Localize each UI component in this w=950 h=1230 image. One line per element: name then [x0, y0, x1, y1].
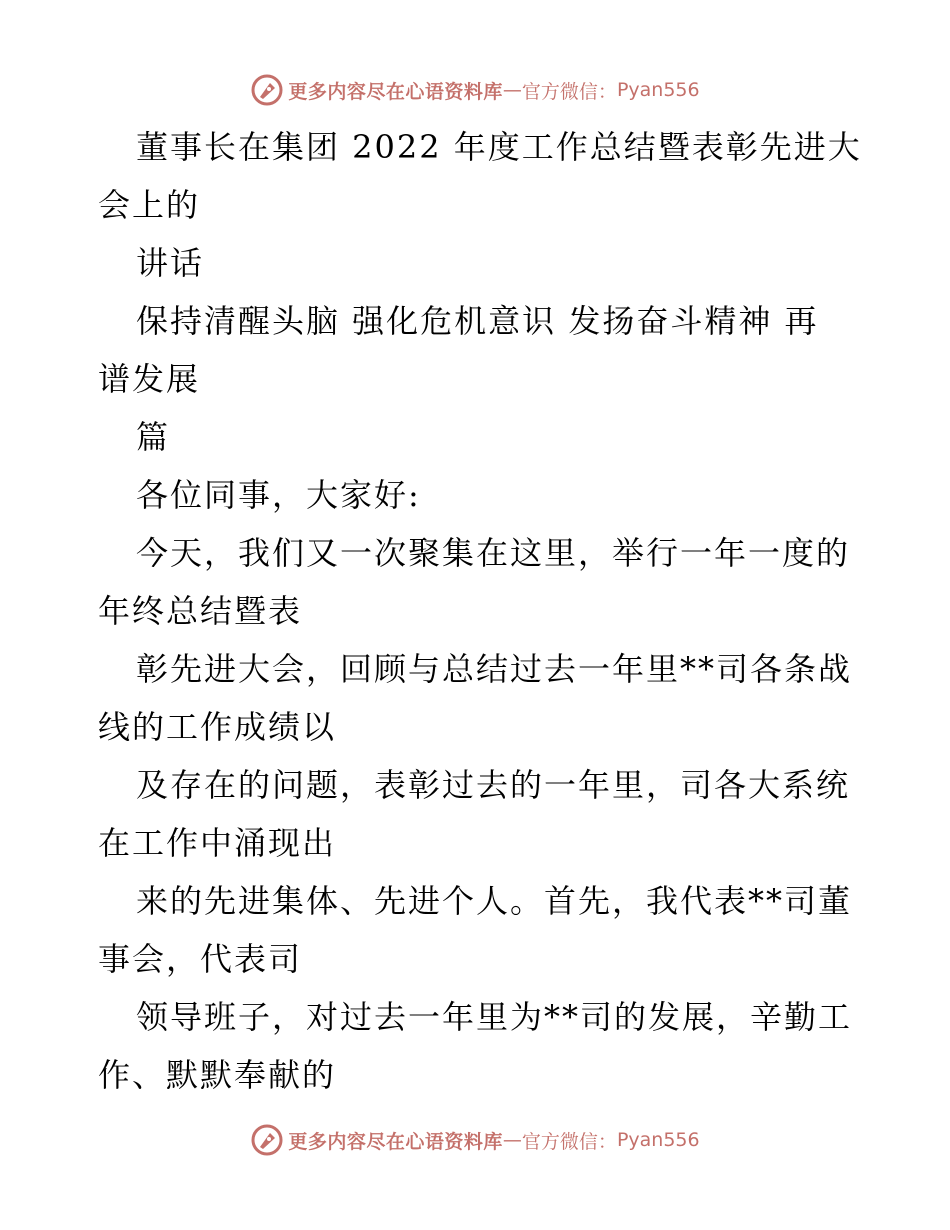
document-line: 来的先进集体、先进个人。首先，我代表**司董	[136, 882, 853, 920]
document-line: 今天，我们又一次聚集在这里，举行一年一度的	[136, 534, 851, 572]
document-line: 及存在的问题，表彰过去的一年里，司各大系统	[136, 766, 851, 804]
pen-nib-logo-icon	[250, 73, 284, 107]
document-line: 保持清醒头脑 强化危机意识 发扬奋斗精神 再	[136, 302, 819, 340]
banner-dash: —	[502, 1129, 522, 1151]
document-line: 各位同事，大家好:	[136, 476, 421, 514]
banner-dash: —	[502, 79, 522, 101]
document-body	[98, 118, 862, 1104]
document-line: 篇	[136, 418, 171, 456]
document-line: 作、默默奉献的	[98, 1056, 337, 1094]
document-line: 年终总结暨表	[98, 592, 303, 630]
pen-nib-logo-icon	[250, 1123, 284, 1157]
banner-sub-text: 官方微信：	[521, 1130, 617, 1153]
footer-banner	[0, 1120, 950, 1160]
document-line: 彰先进大会，回顾与总结过去一年里**司各条战	[136, 650, 853, 688]
document-line: 董事长在集团 2022 年度工作总结暨表彰先进大	[136, 128, 862, 166]
document-line: 事会，代表司	[98, 940, 303, 978]
document-line: 会上的	[98, 186, 201, 224]
document-line: 谱发展	[98, 360, 201, 398]
document-line: 在工作中涌现出	[98, 824, 337, 862]
banner-account: Pyan556	[616, 1129, 700, 1151]
header-banner	[0, 70, 950, 110]
document-line: 线的工作成绩以	[98, 708, 337, 746]
banner-sub-text: 官方微信：	[521, 80, 617, 103]
banner-account: Pyan556	[616, 79, 700, 101]
document-line: 领导班子，对过去一年里为**司的发展，辛勤工	[136, 998, 853, 1036]
banner-main-text: 更多内容尽在心语资料库	[288, 80, 503, 103]
document-line: 讲话	[136, 244, 205, 282]
banner-main-text: 更多内容尽在心语资料库	[288, 1130, 503, 1153]
